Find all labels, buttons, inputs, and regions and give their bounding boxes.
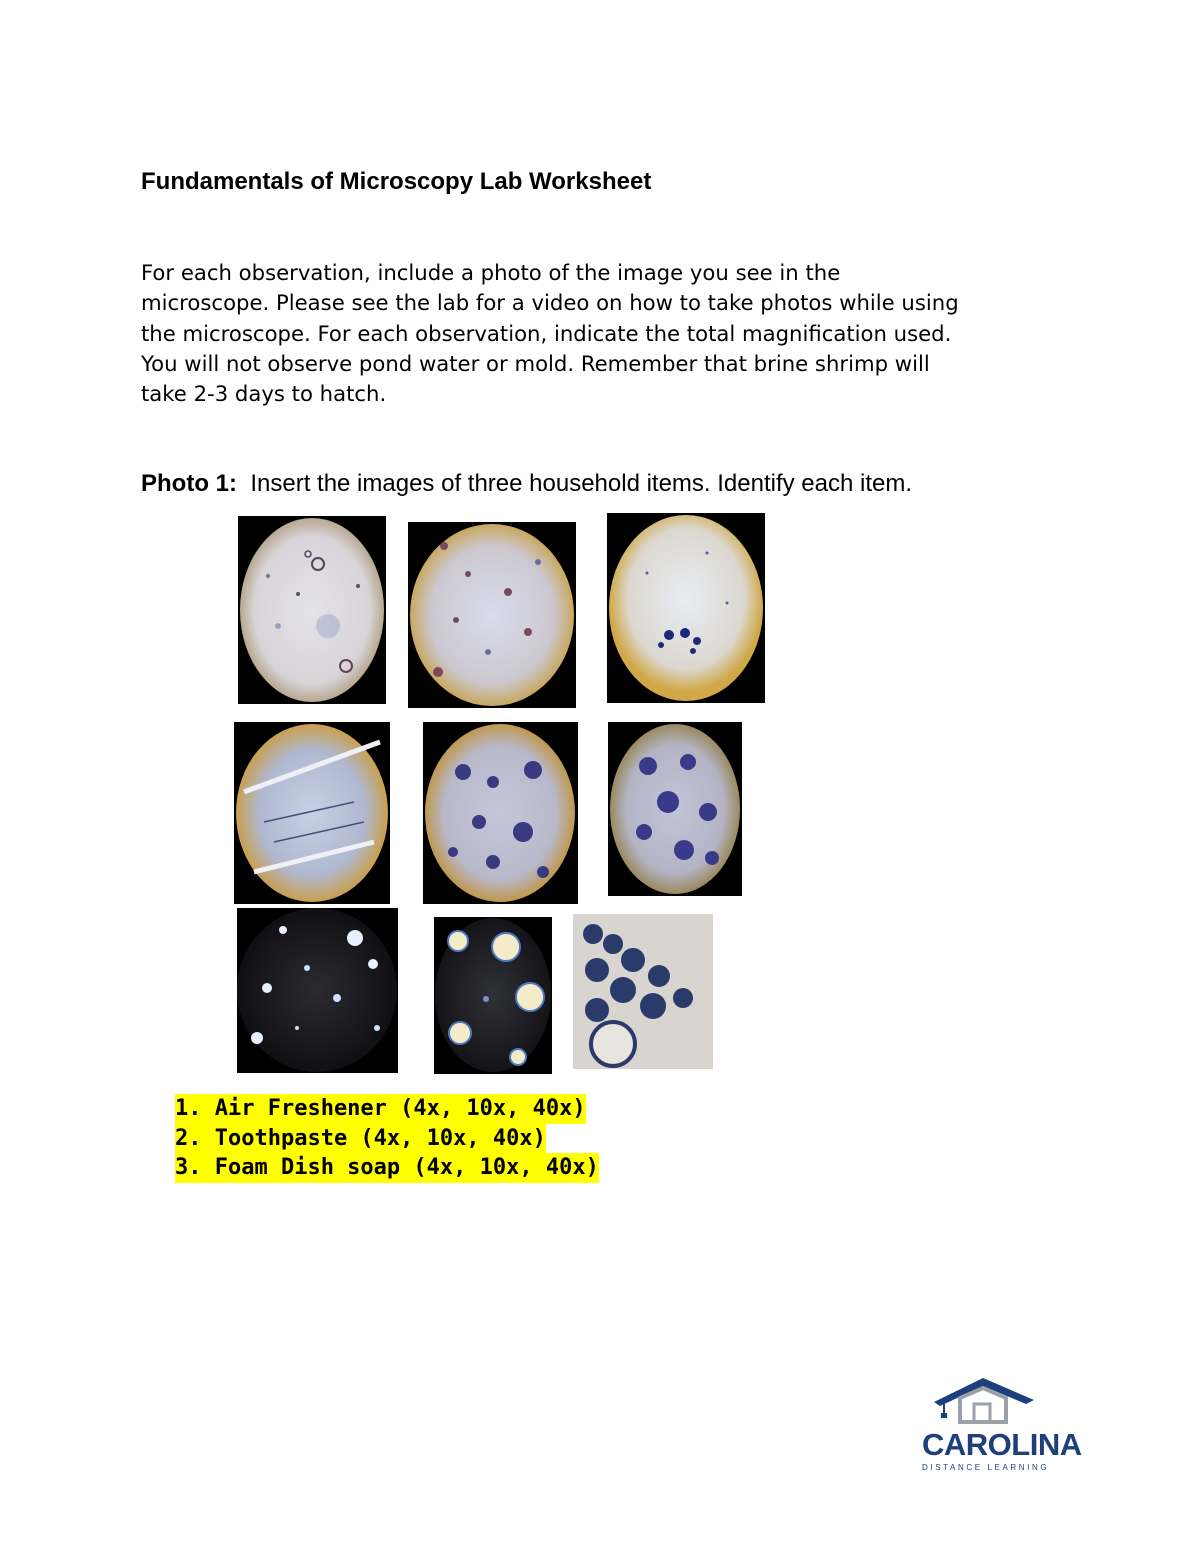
intro-line: microscope. Please see the lab for a video on how to take photos while using <box>141 290 959 316</box>
answer-item: 1. Air Freshener (4x, 10x, 40x) <box>175 1094 586 1124</box>
answer-item: 3. Foam Dish soap (4x, 10x, 40x) <box>175 1153 599 1183</box>
intro-line: You will not observe pond water or mold. Remember that brine shrimp will <box>141 350 930 376</box>
micrograph-foam-dish-soap-40x <box>573 914 713 1069</box>
micrograph-toothpaste-40x <box>608 722 742 896</box>
micrograph-toothpaste-10x <box>423 722 578 904</box>
logo-wordmark: CAROLINA <box>922 1427 1082 1462</box>
answer-item: 2. Toothpaste (4x, 10x, 40x) <box>175 1124 546 1154</box>
intro-line: For each observation, include a photo of the image you see in the <box>141 260 841 285</box>
answer-list <box>175 1094 599 1183</box>
micrograph-foam-dish-soap-4x <box>237 908 398 1073</box>
photo1-label: Photo 1: <box>141 470 237 497</box>
logo-tagline: DISTANCE LEARNING <box>922 1463 1050 1472</box>
page-title: Fundamentals of Microscopy Lab Worksheet <box>141 168 652 195</box>
micrograph-air-freshener-4x <box>238 516 386 704</box>
micrograph-toothpaste-4x <box>234 722 390 904</box>
intro-line: the microscope. For each observation, indicate the total magnification used. <box>141 320 952 346</box>
micrograph-foam-dish-soap-10x <box>434 917 552 1074</box>
photo1-instruction: Insert the images of three household items. Identify each item. <box>237 470 913 497</box>
photo1-heading <box>141 468 912 500</box>
intro-paragraph <box>141 258 1101 409</box>
intro-line: take 2-3 days to hatch. <box>141 381 387 407</box>
micrograph-air-freshener-40x <box>607 513 765 703</box>
micrograph-air-freshener-10x <box>408 522 576 708</box>
